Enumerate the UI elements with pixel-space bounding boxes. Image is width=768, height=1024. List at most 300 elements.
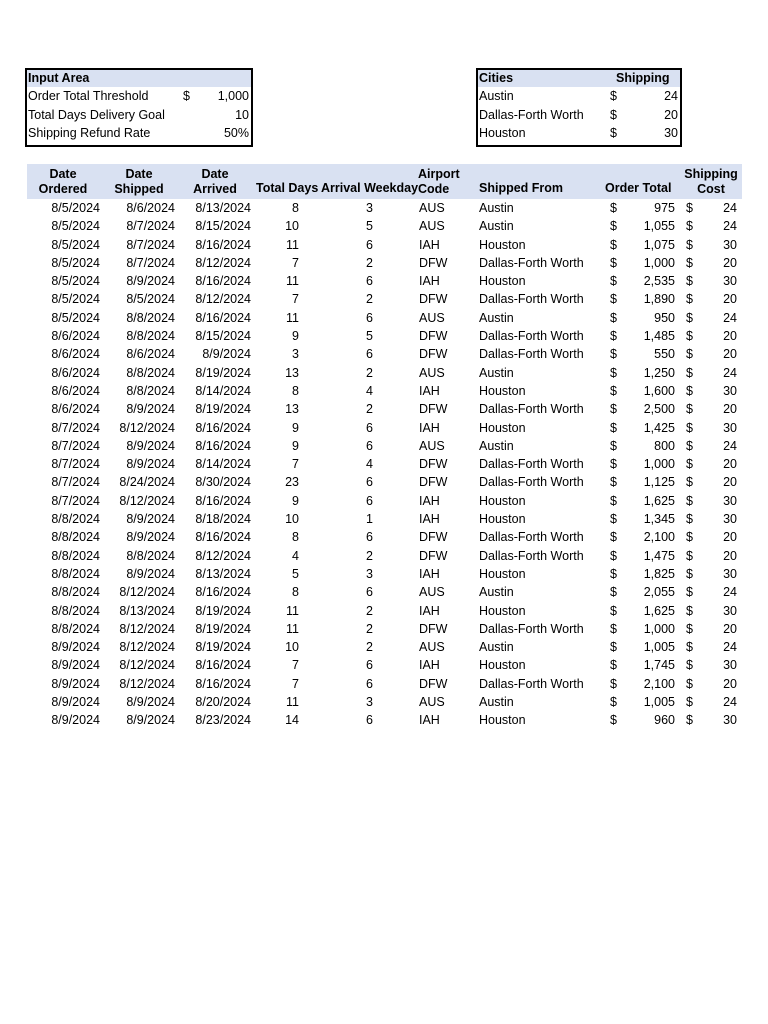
cell-date-shipped[interactable]: 8/8/2024 [126, 383, 175, 398]
cell-total-days[interactable]: 7 [292, 658, 299, 673]
table-row[interactable] [27, 382, 742, 400]
cell-total-days[interactable]: 11 [286, 695, 299, 710]
cell-date-arrived[interactable]: 8/12/2024 [195, 255, 251, 270]
table-row[interactable] [27, 547, 742, 565]
cell-shipped-from[interactable]: Dallas-Forth Worth [479, 548, 584, 563]
cell-shipped-from[interactable]: Austin [479, 585, 514, 600]
cell-date-ordered[interactable]: 8/6/2024 [51, 329, 100, 344]
cell-airport-code[interactable]: DFW [419, 329, 448, 344]
cell-date-arrived[interactable]: 8/16/2024 [195, 585, 251, 600]
cell-shipped-from[interactable]: Houston [479, 420, 526, 435]
city-row[interactable] [478, 106, 680, 125]
cell-date-arrived[interactable]: 8/12/2024 [195, 548, 251, 563]
city-row[interactable] [478, 87, 680, 106]
cell-total-days[interactable]: 13 [285, 365, 299, 380]
cell-shipped-from[interactable]: Austin [479, 310, 514, 325]
cell-date-ordered[interactable]: 8/8/2024 [51, 566, 100, 581]
cell-order-total[interactable]: 1,055 [643, 219, 675, 234]
cell-date-shipped[interactable]: 8/9/2024 [126, 274, 175, 289]
input-value[interactable]: 10 [235, 107, 249, 122]
cell-date-ordered[interactable]: 8/7/2024 [51, 493, 100, 508]
cell-shipping-cost[interactable]: 20 [723, 457, 737, 472]
cell-airport-code[interactable]: DFW [419, 347, 448, 362]
cell-shipped-from[interactable]: Dallas-Forth Worth [479, 402, 584, 417]
cell-airport-code[interactable]: IAH [419, 274, 440, 289]
cell-shipping-cost[interactable]: 30 [723, 274, 737, 289]
table-row[interactable] [27, 217, 742, 235]
header-airport-code[interactable] [418, 167, 460, 196]
cell-arrival-weekday[interactable]: 2 [366, 603, 373, 618]
cell-date-shipped[interactable]: 8/12/2024 [119, 493, 175, 508]
cell-date-arrived[interactable]: 8/19/2024 [195, 402, 251, 417]
cell-order-total[interactable]: 1,000 [643, 255, 675, 270]
cell-order-total[interactable]: 1,005 [643, 695, 675, 710]
cell-shipped-from[interactable]: Houston [479, 512, 526, 527]
cell-shipped-from[interactable]: Houston [479, 713, 526, 728]
cell-shipping-cost[interactable]: 30 [723, 420, 737, 435]
cell-shipping-cost[interactable]: 20 [723, 402, 737, 417]
cell-airport-code[interactable]: DFW [419, 530, 448, 545]
cell-shipping-cost[interactable]: 24 [723, 438, 737, 453]
cell-airport-code[interactable]: AUS [419, 310, 445, 325]
cell-shipping-cost[interactable]: 20 [723, 676, 737, 691]
cell-shipped-from[interactable]: Dallas-Forth Worth [479, 292, 584, 307]
cell-arrival-weekday[interactable]: 3 [366, 566, 373, 581]
cell-order-total[interactable]: 2,100 [643, 676, 675, 691]
cell-airport-code[interactable]: IAH [419, 420, 440, 435]
table-row[interactable] [27, 620, 742, 638]
cell-shipping-cost[interactable]: 20 [723, 475, 737, 490]
header-shipping-cost[interactable] [681, 167, 741, 196]
cell-date-arrived[interactable]: 8/16/2024 [195, 530, 251, 545]
cell-shipping-cost[interactable]: 30 [723, 603, 737, 618]
input-row-delivery-goal[interactable] [27, 106, 251, 125]
cell-shipped-from[interactable]: Dallas-Forth Worth [479, 255, 584, 270]
cell-shipping-cost[interactable]: 20 [723, 255, 737, 270]
cell-total-days[interactable]: 11 [286, 621, 299, 636]
cell-date-ordered[interactable]: 8/8/2024 [51, 512, 100, 527]
cell-date-ordered[interactable]: 8/7/2024 [51, 438, 100, 453]
table-row[interactable] [27, 711, 742, 729]
table-row[interactable] [27, 528, 742, 546]
input-value[interactable]: 1,000 [217, 89, 249, 103]
cell-date-ordered[interactable]: 8/6/2024 [51, 402, 100, 417]
cell-total-days[interactable]: 10 [285, 219, 299, 234]
cell-total-days[interactable]: 8 [292, 201, 299, 215]
cell-arrival-weekday[interactable]: 6 [366, 530, 373, 545]
cell-total-days[interactable]: 5 [292, 566, 299, 581]
cell-arrival-weekday[interactable]: 6 [366, 713, 373, 728]
cell-date-shipped[interactable]: 8/6/2024 [126, 201, 175, 215]
cell-order-total[interactable]: 1,005 [643, 640, 675, 655]
cell-total-days[interactable]: 7 [292, 457, 299, 472]
cell-arrival-weekday[interactable]: 2 [366, 402, 373, 417]
cell-shipping-cost[interactable]: 24 [723, 201, 737, 215]
cell-shipping-cost[interactable]: 20 [723, 548, 737, 563]
cell-arrival-weekday[interactable]: 2 [366, 292, 373, 307]
cell-airport-code[interactable]: DFW [419, 292, 448, 307]
cell-date-ordered[interactable]: 8/7/2024 [51, 475, 100, 490]
cell-shipped-from[interactable]: Houston [479, 383, 526, 398]
cell-airport-code[interactable]: DFW [419, 475, 448, 490]
header-arrival-weekday[interactable]: Arrival Weekday [321, 181, 419, 195]
cell-total-days[interactable]: 7 [292, 676, 299, 691]
cell-shipping-cost[interactable]: 24 [723, 640, 737, 655]
table-row[interactable] [27, 437, 742, 455]
cell-airport-code[interactable]: IAH [419, 658, 440, 673]
cell-shipped-from[interactable]: Austin [479, 219, 514, 234]
cell-shipped-from[interactable]: Dallas-Forth Worth [479, 475, 584, 490]
cell-shipping-cost[interactable]: 20 [723, 530, 737, 545]
cell-order-total[interactable]: 1,000 [643, 457, 675, 472]
cell-shipped-from[interactable]: Dallas-Forth Worth [479, 329, 584, 344]
table-row[interactable] [27, 272, 742, 290]
cell-airport-code[interactable]: IAH [419, 566, 440, 581]
cell-date-shipped[interactable]: 8/7/2024 [126, 219, 175, 234]
header-date-ordered[interactable] [31, 167, 95, 196]
cell-date-shipped[interactable]: 8/12/2024 [119, 676, 175, 691]
cell-date-arrived[interactable]: 8/19/2024 [195, 365, 251, 380]
cell-airport-code[interactable]: DFW [419, 621, 448, 636]
table-row[interactable] [27, 492, 742, 510]
cell-date-shipped[interactable]: 8/9/2024 [126, 512, 175, 527]
cell-order-total[interactable]: 800 [654, 438, 675, 453]
cell-order-total[interactable]: 1,825 [643, 566, 675, 581]
cell-date-arrived[interactable]: 8/9/2024 [202, 347, 251, 362]
cell-arrival-weekday[interactable]: 2 [366, 548, 373, 563]
cell-shipped-from[interactable]: Austin [479, 640, 514, 655]
cell-date-arrived[interactable]: 8/20/2024 [195, 695, 251, 710]
cell-total-days[interactable]: 7 [292, 255, 299, 270]
cell-arrival-weekday[interactable]: 6 [366, 237, 373, 252]
cell-shipped-from[interactable]: Dallas-Forth Worth [479, 457, 584, 472]
cell-order-total[interactable]: 1,890 [643, 292, 675, 307]
cell-date-shipped[interactable]: 8/7/2024 [126, 255, 175, 270]
cell-date-arrived[interactable]: 8/18/2024 [195, 512, 251, 527]
cell-shipped-from[interactable]: Houston [479, 658, 526, 673]
table-row[interactable] [27, 254, 742, 272]
cell-airport-code[interactable]: AUS [419, 365, 445, 380]
cell-order-total[interactable]: 1,125 [643, 475, 675, 490]
cell-arrival-weekday[interactable]: 5 [366, 329, 373, 344]
cell-date-shipped[interactable]: 8/9/2024 [126, 695, 175, 710]
cell-date-ordered[interactable]: 8/8/2024 [51, 585, 100, 600]
cell-date-ordered[interactable]: 8/7/2024 [51, 457, 100, 472]
header-order-total[interactable]: Order Total [605, 181, 672, 195]
cell-arrival-weekday[interactable]: 4 [366, 457, 373, 472]
cell-date-shipped[interactable]: 8/9/2024 [126, 438, 175, 453]
table-row[interactable] [27, 565, 742, 583]
cell-date-ordered[interactable]: 8/5/2024 [51, 237, 100, 252]
cell-date-ordered[interactable]: 8/7/2024 [51, 420, 100, 435]
cell-date-ordered[interactable]: 8/6/2024 [51, 365, 100, 380]
cell-airport-code[interactable]: IAH [419, 237, 440, 252]
cell-total-days[interactable]: 10 [285, 640, 299, 655]
cell-arrival-weekday[interactable]: 2 [366, 640, 373, 655]
table-row[interactable] [27, 473, 742, 491]
cell-shipped-from[interactable]: Austin [479, 438, 514, 453]
cell-airport-code[interactable]: IAH [419, 713, 440, 728]
cell-date-ordered[interactable]: 8/8/2024 [51, 548, 100, 563]
cell-arrival-weekday[interactable]: 6 [366, 420, 373, 435]
cell-arrival-weekday[interactable]: 6 [366, 475, 373, 490]
cell-order-total[interactable]: 1,345 [643, 512, 675, 527]
cell-shipping-cost[interactable]: 24 [723, 365, 737, 380]
cell-date-arrived[interactable]: 8/14/2024 [195, 457, 251, 472]
cell-date-arrived[interactable]: 8/15/2024 [195, 329, 251, 344]
cell-date-arrived[interactable]: 8/19/2024 [195, 603, 251, 618]
cell-arrival-weekday[interactable]: 6 [366, 658, 373, 673]
cell-total-days[interactable]: 9 [292, 438, 299, 453]
input-value[interactable]: 50% [223, 126, 249, 140]
table-row[interactable] [27, 675, 742, 693]
cell-arrival-weekday[interactable]: 6 [366, 676, 373, 691]
cell-shipping-cost[interactable]: 30 [723, 383, 737, 398]
cell-shipping-cost[interactable]: 30 [723, 512, 737, 527]
cell-order-total[interactable]: 960 [654, 713, 675, 728]
cell-shipping-cost[interactable]: 24 [723, 695, 737, 710]
cell-arrival-weekday[interactable]: 6 [366, 585, 373, 600]
cell-shipping-cost[interactable]: 30 [723, 713, 737, 728]
cell-airport-code[interactable]: AUS [419, 219, 445, 234]
cell-date-arrived[interactable]: 8/16/2024 [195, 310, 251, 325]
cell-order-total[interactable]: 1,625 [643, 493, 675, 508]
cell-date-arrived[interactable]: 8/16/2024 [195, 493, 251, 508]
table-row[interactable] [27, 455, 742, 473]
cell-date-ordered[interactable]: 8/8/2024 [51, 621, 100, 636]
cell-total-days[interactable]: 9 [292, 493, 299, 508]
cell-arrival-weekday[interactable]: 3 [366, 201, 373, 215]
cell-date-shipped[interactable]: 8/9/2024 [126, 457, 175, 472]
cell-date-shipped[interactable]: 8/9/2024 [126, 566, 175, 581]
cell-total-days[interactable]: 13 [285, 402, 299, 417]
cell-date-ordered[interactable]: 8/5/2024 [51, 310, 100, 325]
cell-shipped-from[interactable]: Austin [479, 365, 514, 380]
cell-shipping-cost[interactable]: 30 [723, 237, 737, 252]
cell-date-arrived[interactable]: 8/16/2024 [195, 420, 251, 435]
cell-date-ordered[interactable]: 8/9/2024 [51, 713, 100, 728]
table-row[interactable] [27, 656, 742, 674]
input-row-threshold[interactable] [27, 87, 251, 106]
cell-airport-code[interactable]: AUS [419, 201, 445, 215]
cell-shipped-from[interactable]: Houston [479, 603, 526, 618]
cell-order-total[interactable]: 1,625 [643, 603, 675, 618]
cell-airport-code[interactable]: IAH [419, 383, 440, 398]
header-date-shipped[interactable] [109, 167, 169, 196]
city-shipping-cost[interactable]: 24 [664, 89, 678, 103]
cell-shipped-from[interactable]: Houston [479, 493, 526, 508]
cell-airport-code[interactable]: IAH [419, 512, 440, 527]
cell-date-ordered[interactable]: 8/5/2024 [51, 219, 100, 234]
cell-shipping-cost[interactable]: 20 [723, 621, 737, 636]
cell-airport-code[interactable]: AUS [419, 438, 445, 453]
table-row[interactable] [27, 345, 742, 363]
cell-date-shipped[interactable]: 8/8/2024 [126, 548, 175, 563]
cell-arrival-weekday[interactable]: 6 [366, 310, 373, 325]
cell-shipping-cost[interactable]: 20 [723, 347, 737, 362]
cell-shipping-cost[interactable]: 20 [723, 329, 737, 344]
cell-order-total[interactable]: 1,485 [643, 329, 675, 344]
cell-arrival-weekday[interactable]: 5 [366, 219, 373, 234]
cell-arrival-weekday[interactable]: 6 [366, 347, 373, 362]
header-total-days[interactable]: Total Days [256, 181, 319, 195]
cell-arrival-weekday[interactable]: 1 [366, 512, 373, 527]
cell-order-total[interactable]: 1,000 [643, 621, 675, 636]
cell-date-arrived[interactable]: 8/15/2024 [195, 219, 251, 234]
cell-total-days[interactable]: 11 [286, 603, 299, 618]
cell-date-shipped[interactable]: 8/9/2024 [126, 713, 175, 728]
cell-date-shipped[interactable]: 8/13/2024 [119, 603, 175, 618]
table-row[interactable] [27, 638, 742, 656]
cell-date-arrived[interactable]: 8/16/2024 [195, 237, 251, 252]
header-date-arrived[interactable] [185, 167, 245, 196]
cell-shipped-from[interactable]: Dallas-Forth Worth [479, 676, 584, 691]
cell-airport-code[interactable]: AUS [419, 585, 445, 600]
cell-total-days[interactable]: 11 [286, 237, 299, 252]
cell-total-days[interactable]: 3 [292, 347, 299, 362]
cell-date-ordered[interactable]: 8/9/2024 [51, 640, 100, 655]
input-row-refund-rate[interactable] [27, 124, 251, 143]
table-row[interactable] [27, 327, 742, 345]
cell-airport-code[interactable]: DFW [419, 457, 448, 472]
cell-shipping-cost[interactable]: 24 [723, 310, 737, 325]
cell-shipped-from[interactable]: Austin [479, 695, 514, 710]
cell-date-ordered[interactable]: 8/5/2024 [51, 274, 100, 289]
cell-total-days[interactable]: 9 [292, 329, 299, 344]
cell-total-days[interactable]: 8 [292, 383, 299, 398]
cell-arrival-weekday[interactable]: 6 [366, 438, 373, 453]
cell-date-arrived[interactable]: 8/13/2024 [195, 201, 251, 215]
cell-date-shipped[interactable]: 8/7/2024 [126, 237, 175, 252]
cell-shipped-from[interactable]: Houston [479, 237, 526, 252]
cell-date-shipped[interactable]: 8/12/2024 [119, 640, 175, 655]
cell-date-shipped[interactable]: 8/12/2024 [119, 420, 175, 435]
cell-shipped-from[interactable]: Dallas-Forth Worth [479, 621, 584, 636]
cell-date-arrived[interactable]: 8/23/2024 [195, 713, 251, 728]
cell-total-days[interactable]: 14 [285, 713, 299, 728]
cell-airport-code[interactable]: IAH [419, 493, 440, 508]
cell-total-days[interactable]: 7 [292, 292, 299, 307]
cell-order-total[interactable]: 2,500 [643, 402, 675, 417]
cell-shipped-from[interactable]: Austin [479, 201, 514, 215]
cell-shipping-cost[interactable]: 30 [723, 658, 737, 673]
cell-total-days[interactable]: 8 [292, 530, 299, 545]
cell-order-total[interactable]: 550 [654, 347, 675, 362]
cell-airport-code[interactable]: AUS [419, 695, 445, 710]
table-row[interactable] [27, 400, 742, 418]
cell-arrival-weekday[interactable]: 2 [366, 365, 373, 380]
table-row[interactable] [27, 309, 742, 327]
table-row[interactable] [27, 199, 742, 217]
cell-airport-code[interactable]: AUS [419, 640, 445, 655]
cell-arrival-weekday[interactable]: 2 [366, 621, 373, 636]
cell-date-arrived[interactable]: 8/16/2024 [195, 274, 251, 289]
cell-total-days[interactable]: 23 [285, 475, 299, 490]
cell-shipping-cost[interactable]: 24 [723, 585, 737, 600]
cell-total-days[interactable]: 10 [285, 512, 299, 527]
cell-airport-code[interactable]: DFW [419, 255, 448, 270]
cell-arrival-weekday[interactable]: 2 [366, 255, 373, 270]
cell-date-shipped[interactable]: 8/8/2024 [126, 365, 175, 380]
cell-date-ordered[interactable]: 8/8/2024 [51, 603, 100, 618]
cell-date-shipped[interactable]: 8/9/2024 [126, 402, 175, 417]
cell-airport-code[interactable]: IAH [419, 603, 440, 618]
cell-total-days[interactable]: 11 [286, 274, 299, 289]
table-row[interactable] [27, 693, 742, 711]
cell-date-arrived[interactable]: 8/19/2024 [195, 621, 251, 636]
cell-date-arrived[interactable]: 8/12/2024 [195, 292, 251, 307]
cell-date-ordered[interactable]: 8/9/2024 [51, 658, 100, 673]
cell-date-shipped[interactable]: 8/5/2024 [126, 292, 175, 307]
cell-order-total[interactable]: 1,425 [643, 420, 675, 435]
table-row[interactable] [27, 419, 742, 437]
cell-date-ordered[interactable]: 8/9/2024 [51, 695, 100, 710]
cell-total-days[interactable]: 4 [292, 548, 299, 563]
cell-date-arrived[interactable]: 8/16/2024 [195, 438, 251, 453]
cell-date-shipped[interactable]: 8/6/2024 [126, 347, 175, 362]
cell-date-arrived[interactable]: 8/13/2024 [195, 566, 251, 581]
table-row[interactable] [27, 510, 742, 528]
cell-order-total[interactable]: 2,535 [643, 274, 675, 289]
cell-date-arrived[interactable]: 8/19/2024 [195, 640, 251, 655]
cell-date-arrived[interactable]: 8/16/2024 [195, 658, 251, 673]
cell-date-ordered[interactable]: 8/6/2024 [51, 383, 100, 398]
cell-date-ordered[interactable]: 8/5/2024 [51, 292, 100, 307]
city-row[interactable] [478, 124, 680, 143]
cell-order-total[interactable]: 1,475 [643, 548, 675, 563]
cell-order-total[interactable]: 2,100 [643, 530, 675, 545]
cell-shipped-from[interactable]: Houston [479, 566, 526, 581]
cell-date-ordered[interactable]: 8/6/2024 [51, 347, 100, 362]
cell-order-total[interactable]: 1,075 [643, 237, 675, 252]
cell-date-ordered[interactable]: 8/8/2024 [51, 530, 100, 545]
cell-shipping-cost[interactable]: 30 [723, 566, 737, 581]
cell-order-total[interactable]: 975 [654, 201, 675, 215]
cell-shipping-cost[interactable]: 24 [723, 219, 737, 234]
cell-order-total[interactable]: 1,250 [643, 365, 675, 380]
table-row[interactable] [27, 364, 742, 382]
cell-date-ordered[interactable]: 8/9/2024 [51, 676, 100, 691]
cell-date-shipped[interactable]: 8/12/2024 [119, 585, 175, 600]
cell-total-days[interactable]: 8 [292, 585, 299, 600]
cell-shipping-cost[interactable]: 30 [723, 493, 737, 508]
cell-order-total[interactable]: 1,600 [643, 383, 675, 398]
cell-arrival-weekday[interactable]: 6 [366, 274, 373, 289]
cell-date-shipped[interactable]: 8/24/2024 [119, 475, 175, 490]
cell-date-arrived[interactable]: 8/14/2024 [195, 383, 251, 398]
cell-shipped-from[interactable]: Dallas-Forth Worth [479, 530, 584, 545]
cell-airport-code[interactable]: DFW [419, 676, 448, 691]
cell-order-total[interactable]: 950 [654, 310, 675, 325]
cell-order-total[interactable]: 2,055 [643, 585, 675, 600]
table-row[interactable] [27, 236, 742, 254]
table-row[interactable] [27, 290, 742, 308]
cell-date-shipped[interactable]: 8/8/2024 [126, 310, 175, 325]
cell-date-ordered[interactable]: 8/5/2024 [51, 201, 100, 215]
cell-date-shipped[interactable]: 8/8/2024 [126, 329, 175, 344]
cell-total-days[interactable]: 9 [292, 420, 299, 435]
cell-shipped-from[interactable]: Dallas-Forth Worth [479, 347, 584, 362]
cell-airport-code[interactable]: DFW [419, 402, 448, 417]
cell-date-shipped[interactable]: 8/9/2024 [126, 530, 175, 545]
cell-airport-code[interactable]: DFW [419, 548, 448, 563]
cell-date-ordered[interactable]: 8/5/2024 [51, 255, 100, 270]
cell-total-days[interactable]: 11 [286, 310, 299, 325]
table-row[interactable] [27, 583, 742, 601]
cell-order-total[interactable]: 1,745 [643, 658, 675, 673]
cell-date-shipped[interactable]: 8/12/2024 [119, 658, 175, 673]
cell-shipped-from[interactable]: Houston [479, 274, 526, 289]
